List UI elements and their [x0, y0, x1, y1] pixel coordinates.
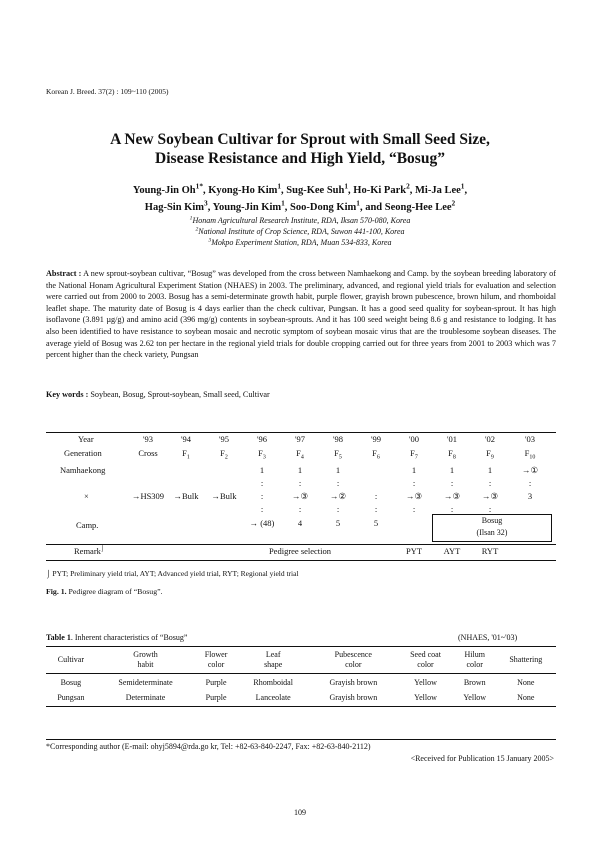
cross-cell: →③	[481, 491, 499, 501]
table-cell: None	[496, 689, 556, 707]
generation-subscript: 3	[262, 454, 266, 461]
author-name: Young-Jin Kim	[212, 202, 282, 213]
generation-subscript: 1	[186, 454, 190, 461]
author-name: Seong-Hee Lee	[384, 202, 452, 213]
table-header-text: color	[466, 660, 483, 669]
remark-trial: PYT	[405, 546, 423, 556]
fig-top-rule	[46, 432, 556, 433]
connector-dots: :	[336, 478, 340, 488]
author-name: Hag-Sin Kim	[144, 202, 205, 213]
connector-dots: :	[488, 478, 492, 488]
author-separator: ,	[202, 185, 209, 196]
table-cell: Yellow	[414, 678, 437, 687]
paper-title	[0, 130, 600, 168]
author-separator: ,	[281, 185, 287, 196]
cross-cell: :	[374, 491, 378, 501]
connector-dots: :	[336, 504, 340, 514]
table-cell: Grayish brown	[309, 689, 397, 707]
footnote-text: PYT; Preliminary yield trial, AYT; Advanced yield trial, RYT; Regional yield trial	[52, 569, 299, 578]
author-affiliation-mark: 2	[406, 181, 410, 191]
cross-cell: →③	[291, 491, 309, 501]
namhaekong-cell: 1	[297, 465, 303, 475]
affiliation-text: Mokpo Experiment Station, RDA, Muan 534-833, Korea	[211, 238, 392, 247]
received-date: <Received for Publication 15 January 2005>	[410, 754, 554, 763]
author-affiliation-mark: 1	[344, 181, 349, 191]
table-header-text: Pubescence	[334, 650, 372, 659]
year-cell: '03	[524, 434, 536, 444]
cross-symbol: ×	[84, 491, 89, 501]
generation-subscript: 9	[490, 454, 494, 461]
table-cell: Determinate	[96, 689, 195, 707]
author-line-1	[0, 182, 600, 199]
bosug-box-line: (Ilsan 32)	[476, 528, 508, 537]
abstract	[46, 268, 556, 361]
table-cell: Yellow	[454, 689, 496, 707]
author-name: Kyong-Ho Kim	[208, 185, 278, 196]
table-row	[46, 674, 556, 690]
generation-subscript: 8	[452, 454, 456, 461]
year-cell: '00	[408, 434, 420, 444]
year-cell: '01	[446, 434, 458, 444]
connector-dots: :	[528, 478, 532, 488]
connector-dots: :	[260, 478, 264, 488]
connector-dots: :	[260, 504, 264, 514]
table-header-text: Cultivar	[57, 655, 84, 664]
affiliation-line	[0, 237, 600, 248]
affiliations	[0, 215, 600, 248]
fig-mid-rule	[46, 544, 556, 545]
keywords-text: Soybean, Bosug, Sprout-soybean, Small seed, Cultivar	[90, 390, 270, 399]
affiliation-line	[0, 226, 600, 237]
connector-dots: :	[298, 504, 302, 514]
namhaekong-cell: 1	[411, 465, 417, 475]
cross-cell: →③	[405, 491, 423, 501]
author-affiliation-mark: 1	[356, 198, 360, 208]
cross-cell: →③	[443, 491, 461, 501]
table-title	[46, 633, 187, 642]
table-header-cell	[96, 647, 195, 674]
year-cell: '99	[370, 434, 382, 444]
journal-reference: Korean J. Breed. 37(2) : 109~110 (2005)	[46, 87, 169, 96]
author-affiliation-mark: 2	[451, 198, 456, 208]
cross-cell: →HS309	[131, 491, 165, 501]
table-header-text: Shattering	[509, 655, 543, 664]
remark-trial: AYT	[443, 546, 461, 556]
year-cell: '98	[332, 434, 344, 444]
connector-dots: :	[412, 504, 416, 514]
camp-cell: 4	[297, 518, 303, 528]
table-header-text: color	[207, 660, 225, 669]
corresponding-author: *Corresponding author (E-mail: ohyj5894@rda.go kr, Tel: +82-63-840-2247, Fax: +82-63-840-2112)	[46, 742, 371, 751]
affiliation-line	[0, 215, 600, 226]
table-cell: Pungsan	[46, 689, 96, 707]
parent-camp: Camp.	[76, 520, 99, 530]
footnote-mark: ⌡	[46, 569, 51, 578]
year-cell: '96	[256, 434, 268, 444]
namhaekong-cell: 1	[259, 465, 265, 475]
title-line-1: A New Soybean Cultivar for Sprout with Small Seed Size,	[110, 131, 490, 148]
bosug-box-name: Bosug	[481, 516, 503, 525]
table-cell: Grayish brown	[329, 678, 378, 687]
connector-dots: :	[374, 504, 378, 514]
cross-cell: →②	[329, 491, 347, 501]
table-header-text: Growth	[133, 650, 158, 659]
cross-cell: 3	[527, 491, 533, 501]
figure-caption-text: Pedigree diagram of “Bosug”.	[68, 587, 163, 596]
characteristics-table	[46, 646, 556, 707]
camp-cell: → (48)	[249, 518, 275, 528]
connector-dots: :	[298, 478, 302, 488]
keywords	[46, 390, 270, 399]
generation-subscript: 10	[529, 454, 536, 461]
table-cell: Rhomboidal	[253, 678, 293, 687]
table-header-text: Leaf	[265, 650, 281, 659]
author-separator: ,	[409, 185, 415, 196]
remark-mark: ⌡	[100, 546, 105, 553]
table-row	[46, 689, 556, 707]
table-cell: Semideterminate	[118, 678, 173, 687]
year-cell: '93	[142, 434, 154, 444]
generation-label: Generation	[64, 448, 102, 458]
generation-cell: $F_2$	[220, 448, 228, 461]
figure-footnote	[46, 569, 299, 578]
generation-subscript: 7	[414, 454, 418, 461]
table-cell: Lanceolate	[237, 689, 310, 707]
affiliation-mark: 2	[195, 226, 199, 233]
keywords-label: Key words :	[46, 390, 89, 399]
affiliation-text: National Institute of Crop Science, RDA, Suwon 441-100, Korea	[198, 227, 405, 236]
namhaekong-cell: 1	[487, 465, 493, 475]
table-cell: Brown	[463, 678, 486, 687]
fig-bottom-rule	[46, 560, 556, 561]
title-line-2: Disease Resistance and High Yield, “Bosug”	[155, 150, 445, 167]
generation-cell: $F_6$	[372, 448, 380, 461]
namhaekong-cell: 1	[335, 465, 341, 475]
table-cell: Bosug	[60, 678, 82, 687]
table-label: Table 1	[46, 633, 71, 642]
author-separator: ,	[464, 185, 468, 196]
year-label: Year	[78, 434, 94, 444]
table-cell: Purple	[195, 689, 237, 707]
camp-cell: 5	[335, 518, 341, 528]
generation-subscript: 2	[224, 454, 228, 461]
author-name: Sug-Kee Suh	[286, 185, 345, 196]
abstract-text: A new sprout-soybean cultivar, “Bosug” was developed from the cross between Namhaekong and Camp. by the soybean breeding laboratory of the National Honam Agricultural Experiment Station (NHAES) in 2003. The preliminary, advanced, and regional yield trials for evaluation and selection were carried out from 2000 to 2003. Bosug has a semi-determinate growth habit, purple flower, grayish brown pubescence, brown hilum, and rhomboidal leaflet shape. The maturity date of Bosug is 4 days earlier than the check cultivar, Pungsan. It has a good seed quality for soybean-sprout. It has high isoflavone (3.891 µg/g) and amino acid (396 mg/g) contents in soybean-sprouts. And it has 100 seed weight being 8.6 g and resistance to lodging. It has also been identified to have resistance to soybean mosaic and necrotic symptom of soybean mosaic virus that are the troublesome soybean diseases. The average yield of Bosug was 2.62 ton per hectare in the regional yield trials for double cropping carried out for three years from 2001 to 2003 which was 7 percent higher than the check variety, Pungsan	[46, 269, 556, 360]
generation-cell: $F_{10}$	[524, 448, 536, 461]
table-header-text: color	[417, 660, 434, 669]
generation-cell: $F_9$	[486, 448, 494, 461]
table-header-text: habit	[137, 660, 154, 669]
generation-cell: $F_3$	[258, 448, 266, 461]
author-name: Young-Jin Oh	[132, 185, 196, 196]
author-list	[0, 182, 600, 216]
table-cell: Purple	[205, 678, 227, 687]
generation-cell: Cross	[138, 448, 158, 458]
cross-cell: →Bulk	[211, 491, 237, 501]
generation-cell: $F_1$	[182, 448, 190, 461]
author-separator: , and	[359, 202, 385, 213]
author-separator: ,	[348, 185, 354, 196]
table-header-text: Hilum	[464, 650, 485, 659]
table-header-cell	[46, 647, 96, 674]
namhaekong-cell: 1	[449, 465, 455, 475]
table-header-cell	[397, 647, 454, 674]
affiliation-text: Honam Agricultural Research Institute, RDA, Iksan 570-080, Korea	[192, 216, 411, 225]
connector-dots: :	[412, 478, 416, 488]
pedigree-diagram	[46, 432, 556, 562]
table-header-cell	[237, 647, 310, 674]
page-number: 109	[294, 808, 306, 817]
author-separator: ,	[207, 202, 213, 213]
cross-cell: :	[260, 491, 264, 501]
table-header-row	[46, 647, 556, 674]
generation-cell: $F_7$	[410, 448, 418, 461]
generation-cell: $F_4$	[296, 448, 304, 461]
connector-dots: :	[450, 504, 454, 514]
table-header-text: Seed coat	[410, 650, 441, 659]
author-affiliation-mark: 1	[460, 181, 465, 191]
remark-trial: RYT	[481, 546, 499, 556]
author-name: Mi-Ja Lee	[415, 185, 461, 196]
connector-dots: :	[488, 504, 492, 514]
author-affiliation-mark: 1	[277, 181, 282, 191]
table-title-text: . Inherent characteristics of “Bosug”	[70, 633, 188, 642]
footnote-divider	[46, 739, 556, 740]
author-name: Ho-Ki Park	[353, 185, 407, 196]
year-cell: '97	[294, 434, 306, 444]
table-header-cell	[195, 647, 237, 674]
author-affiliation-mark: 1*	[195, 181, 203, 191]
generation-subscript: 4	[300, 454, 304, 461]
table-header-text: shape	[264, 660, 283, 669]
generation-subscript: 6	[376, 454, 380, 461]
figure-caption	[46, 587, 163, 596]
affiliation-mark: 1	[189, 215, 193, 222]
cross-cell: →Bulk	[173, 491, 199, 501]
table-header-text: Flower	[204, 650, 228, 659]
table-header-cell	[496, 647, 556, 674]
author-affiliation-mark: 3	[204, 198, 208, 208]
year-cell: '95	[218, 434, 230, 444]
table-header-cell	[454, 647, 496, 674]
remark-label: Remark⌡	[74, 546, 105, 556]
table-source: (NHAES, '01~'03)	[458, 633, 518, 642]
parent-namhaekong: Namhaekong	[60, 465, 106, 475]
author-affiliation-mark: 1	[281, 198, 285, 208]
generation-cell: $F_5$	[334, 448, 342, 461]
table-cell: Yellow	[397, 689, 454, 707]
table-cell: None	[517, 678, 535, 687]
table-header-text: color	[345, 660, 362, 669]
connector-dots: :	[450, 478, 454, 488]
table-header-cell	[309, 647, 397, 674]
author-name: Soo-Dong Kim	[290, 202, 357, 213]
year-cell: '94	[180, 434, 192, 444]
year-cell: '02	[484, 434, 496, 444]
camp-cell: 5	[373, 518, 379, 528]
remark-selection: Pedigree selection	[268, 546, 332, 556]
generation-subscript: 5	[338, 454, 342, 461]
author-line-2	[0, 199, 600, 216]
affiliation-mark: 3	[208, 237, 212, 244]
namhaekong-cell: →①	[521, 465, 539, 475]
figure-caption-label: Fig. 1.	[46, 587, 67, 596]
generation-cell: $F_8$	[448, 448, 456, 461]
author-separator: ,	[284, 202, 291, 213]
bosug-final-box	[432, 514, 552, 542]
abstract-label: Abstract :	[46, 269, 82, 278]
